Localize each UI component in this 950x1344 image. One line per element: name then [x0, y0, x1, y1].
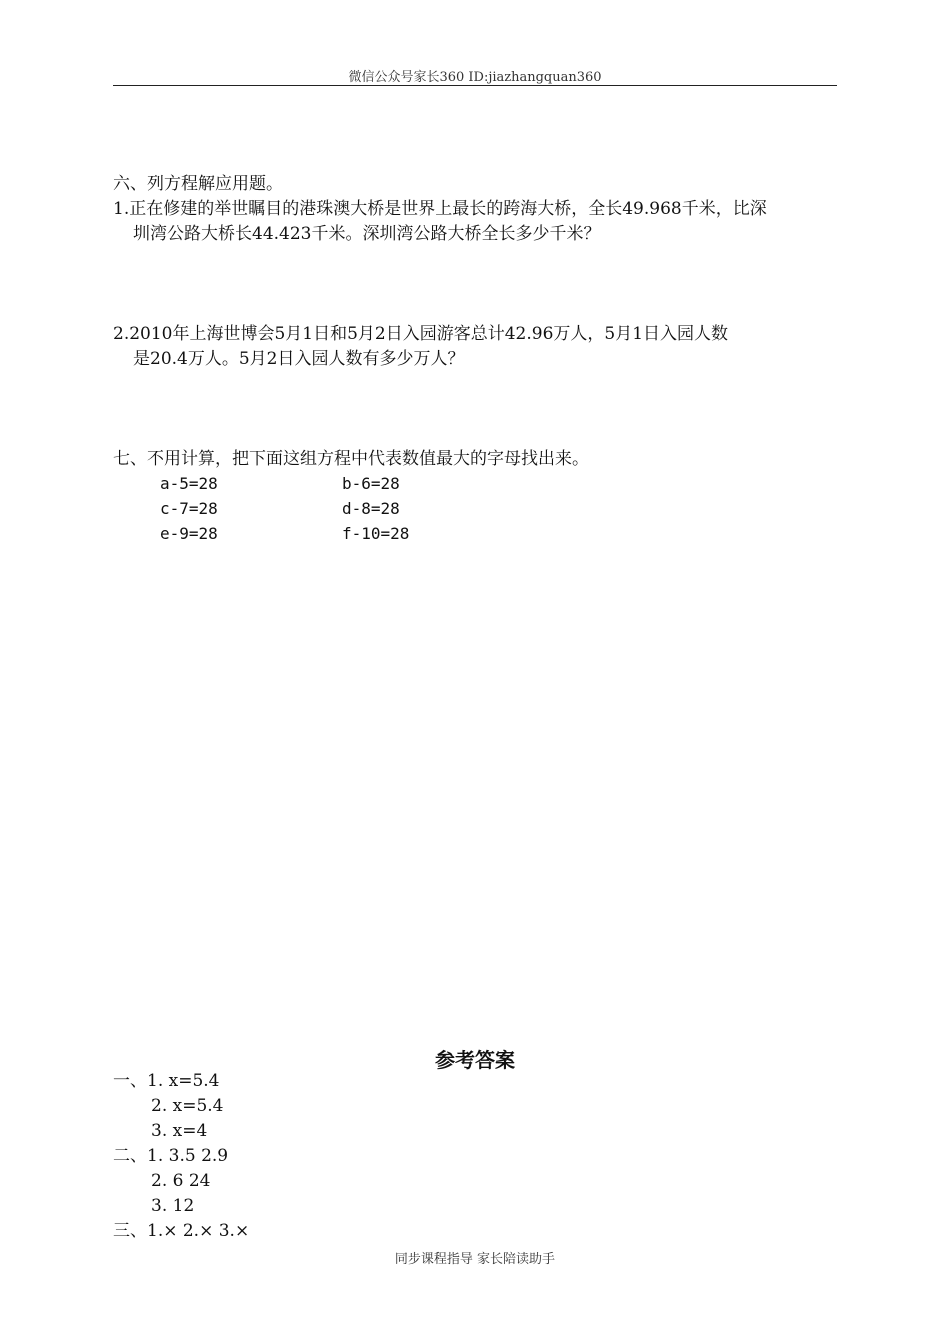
- question-2-line-2: 是20.4万人。5月2日入园人数有多少万人？: [133, 349, 465, 369]
- page-footer: 同步课程指导 家长陪读助手: [394, 1252, 556, 1267]
- answer-line: 3. x=4: [151, 1121, 208, 1141]
- equation-d: d-8=28: [342, 499, 400, 518]
- answer-line: 一、1. x=5.4: [113, 1071, 220, 1091]
- question-1-line-2: 圳湾公路大桥长44.423千米。深圳湾公路大桥全长多少千米？: [133, 224, 601, 244]
- equation-a: a-5=28: [160, 474, 218, 493]
- answer-line: 二、1. 3.5 2.9: [113, 1146, 229, 1166]
- equation-e: e-9=28: [160, 524, 218, 543]
- equation-f: f-10=28: [342, 524, 410, 543]
- answer-line: 三、1.× 2.× 3.×: [113, 1221, 250, 1241]
- page-header: 微信公众号家长360 ID:jiazhangquan360: [348, 70, 602, 85]
- section-seven-title: 七、不用计算，把下面这组方程中代表数值最大的字母找出来。: [113, 449, 589, 469]
- section-six-title: 六、列方程解应用题。: [113, 174, 283, 194]
- answer-line: 3. 12: [151, 1196, 195, 1216]
- question-2-line-1: 2.2010年上海世博会5月1日和5月2日入园游客总计42.96万人，5月1日入园人数: [113, 324, 729, 344]
- answer-line: 2. 6 24: [151, 1171, 211, 1191]
- answer-line: 2. x=5.4: [151, 1096, 224, 1116]
- question-1-line-1: 1.正在修建的举世瞩目的港珠澳大桥是世界上最长的跨海大桥，全长49.968千米，比深: [113, 199, 767, 219]
- equation-c: c-7=28: [160, 499, 218, 518]
- answers-title: 参考答案: [435, 1048, 515, 1072]
- header-rule: [113, 85, 837, 86]
- equation-b: b-6=28: [342, 474, 400, 493]
